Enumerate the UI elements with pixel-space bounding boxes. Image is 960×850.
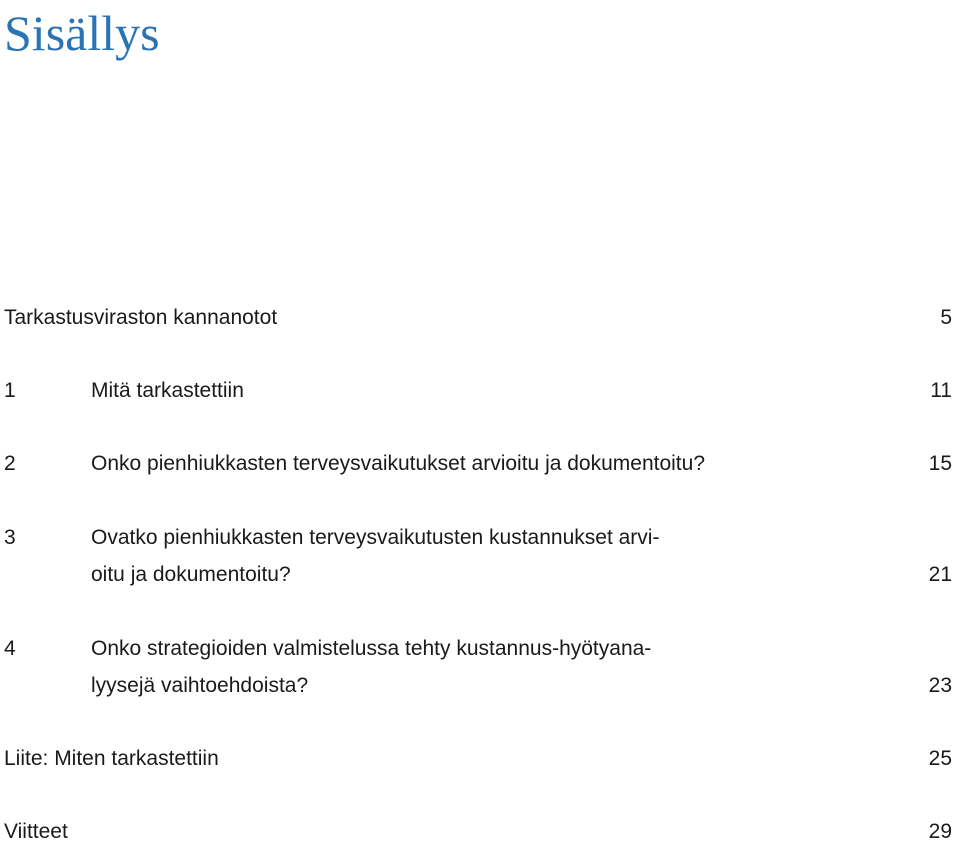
toc-entry-tarkastusviraston-kannanotot[interactable] xyxy=(0,300,960,336)
toc-chapter-number: 3 xyxy=(4,526,16,549)
toc-chapter-number: 1 xyxy=(4,379,16,402)
toc-chapter-number: 2 xyxy=(4,452,16,475)
toc-entry-label: Onko pienhiukkasten terveysvaikutukset arvioitu ja dokumentoitu? xyxy=(91,452,706,475)
toc-entry-chapter-2[interactable] xyxy=(0,446,960,482)
toc-entry-label: Onko strategioiden valmistelussa tehty kustannus-hyötyana- xyxy=(91,637,652,660)
toc-entry-page-number: 11 xyxy=(930,379,952,402)
toc-entry-page-number: 5 xyxy=(940,306,952,329)
toc-entry-chapter-3-line-2[interactable] xyxy=(0,557,960,593)
toc-entry-viitteet[interactable] xyxy=(0,814,960,850)
toc-entry-page-number: 25 xyxy=(928,747,952,770)
toc-entry-chapter-1[interactable] xyxy=(0,373,960,409)
toc-entry-label: Mitä tarkastettiin xyxy=(91,379,244,402)
toc-entry-page-number: 29 xyxy=(928,820,952,843)
toc-entry-chapter-4-line-2[interactable] xyxy=(0,668,960,704)
toc-entry-chapter-3-line-1[interactable] xyxy=(0,520,960,556)
toc-entry-label: Tarkastusviraston kannanotot xyxy=(4,306,278,329)
toc-entry-label: Ovatko pienhiukkasten terveysvaikutusten kustannukset arvi- xyxy=(91,526,660,549)
toc-entry-label: Viitteet xyxy=(4,820,68,843)
toc-entry-label: Liite: Miten tarkastettiin xyxy=(4,747,219,770)
toc-entry-page-number: 21 xyxy=(928,563,952,586)
toc-entry-liite[interactable] xyxy=(0,741,960,777)
toc-entry-label-continued: lyysejä vaihtoehdoista? xyxy=(91,674,309,697)
page-title: Sisällys xyxy=(4,5,160,61)
toc-entry-label-continued: oitu ja dokumentoitu? xyxy=(91,563,291,586)
toc-entry-page-number: 15 xyxy=(928,452,952,475)
toc-chapter-number: 4 xyxy=(4,637,16,660)
toc-entry-chapter-4-line-1[interactable] xyxy=(0,631,960,667)
toc-entry-page-number: 23 xyxy=(928,674,952,697)
